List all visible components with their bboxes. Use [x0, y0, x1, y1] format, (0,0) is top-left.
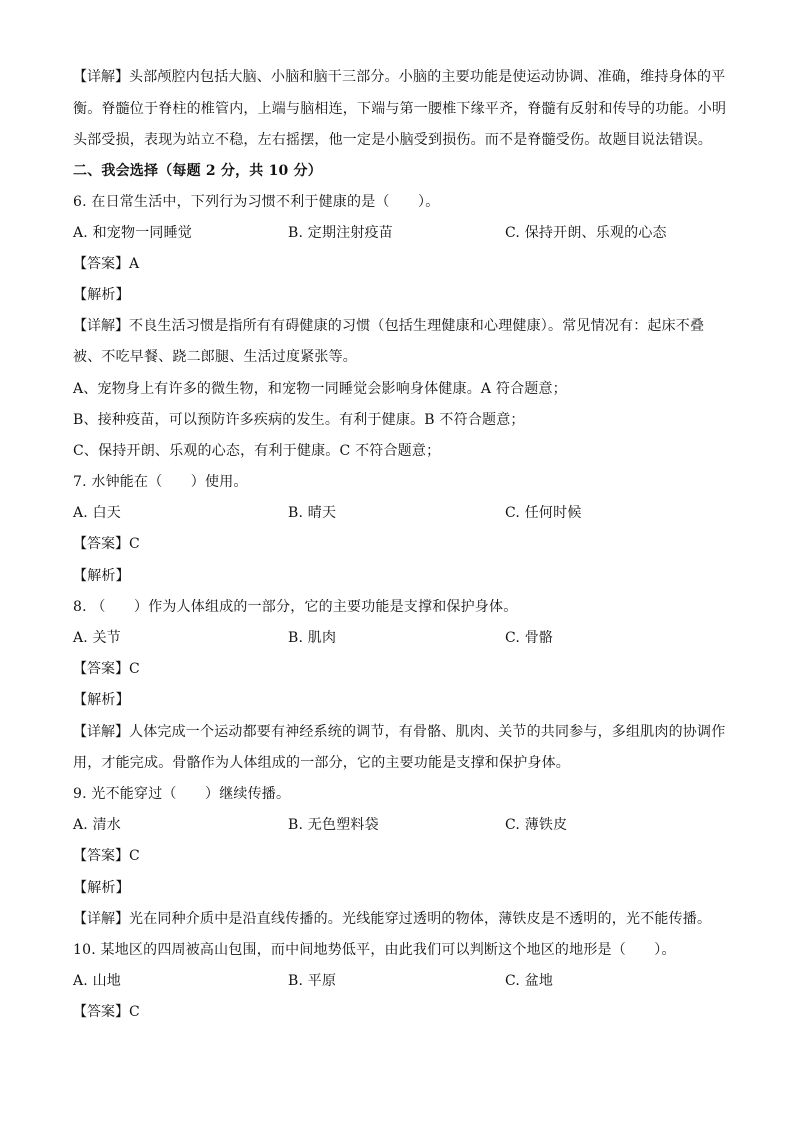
question-8-stem: 8. （ ）作为人体组成的一部分，它的主要功能是支撑和保护身体。 [73, 599, 518, 615]
detail-label: 【详解】 [73, 318, 129, 334]
question-10-option-c: C. 盆地 [505, 973, 554, 989]
question-9-analysis-label: 【解析】 [73, 880, 130, 896]
question-6-answer-value: A [129, 256, 140, 272]
question-7-stem: 7. 水钟能在（ ）使用。 [73, 474, 248, 490]
intro-line-1 [73, 67, 726, 87]
intro-line-3: 头部受损，表现为站立不稳，左右摇摆，他一定是小脑受到损伤。而不是脊髓受伤。故题目说法错误。 [73, 132, 712, 148]
question-7-option-b: B. 晴天 [288, 505, 337, 521]
question-9-answer [73, 846, 723, 866]
question-10-stem: 10. 某地区的四周被高山包围，而中间地势低平，由此我们可以判断这个地区的地形是（ ）。 [73, 942, 676, 958]
question-7-answer [73, 534, 723, 554]
question-9-detail-text-1: 光在同种介质中是沿直线传播的。光线能穿过透明的物体，薄铁皮是不透明的，光不能传播。 [129, 911, 712, 927]
question-9-stem: 9. 光不能穿过（ ）继续传播。 [73, 786, 291, 802]
question-8-answer [73, 659, 723, 679]
question-7-option-c: C. 任何时候 [505, 505, 582, 521]
question-8-option-c: C. 骨骼 [505, 630, 554, 646]
question-6-option-c: C. 保持开朗、乐观的心态 [505, 225, 667, 241]
question-9-detail-1 [73, 909, 723, 929]
question-6-analysis-label: 【解析】 [73, 287, 130, 303]
question-9-option-b: B. 无色塑料袋 [288, 817, 379, 833]
question-7-analysis-label: 【解析】 [73, 568, 130, 584]
question-8-detail-1 [73, 722, 726, 742]
question-8-option-b: B. 肌肉 [288, 630, 337, 646]
question-8-answer-value: C [129, 661, 140, 677]
question-8-detail-2: 用，才能完成。骨骼作为人体组成的一部分，它的主要功能是支撑和保护身体。 [73, 755, 570, 771]
question-9-option-c: C. 薄铁皮 [505, 817, 568, 833]
question-6-detail-4: B、接种疫苗，可以预防许多疾病的发生。有利于健康。B 不符合题意； [73, 412, 525, 428]
answer-label: 【答案】 [73, 848, 129, 864]
question-7-answer-value: C [129, 536, 140, 552]
question-10-answer [73, 1002, 723, 1022]
answer-label: 【答案】 [73, 536, 129, 552]
question-8-option-a: A. 关节 [73, 630, 122, 646]
question-6-option-a: A. 和宠物一同睡觉 [73, 225, 193, 241]
question-6-detail-5: C、保持开朗、乐观的心态，有利于健康。C 不符合题意； [73, 443, 441, 459]
intro-line-2: 衡。脊髓位于脊柱的椎管内，上端与脑相连，下端与第一腰椎下缘平齐，脊髓有反射和传导的功能。小明 [73, 101, 727, 117]
question-9-option-a: A. 清水 [73, 817, 122, 833]
detail-label: 【详解】 [73, 69, 129, 85]
detail-label: 【详解】 [73, 911, 129, 927]
answer-label: 【答案】 [73, 1004, 129, 1020]
intro-text-1: 头部颅腔内包括大脑、小脑和脑干三部分。小脑的主要功能是使运动协调、准确，维持身体的平 [129, 69, 726, 85]
question-6-detail-3: A、宠物身上有许多的微生物，和宠物一同睡觉会影响身体健康。A 符合题意； [73, 381, 567, 397]
answer-label: 【答案】 [73, 661, 129, 677]
question-9-answer-value: C [129, 848, 140, 864]
question-10-option-b: B. 平原 [288, 973, 337, 989]
answer-label: 【答案】 [73, 256, 129, 272]
detail-label: 【详解】 [73, 724, 129, 740]
question-6-detail-text-1: 不良生活习惯是指所有有碍健康的习惯（包括生理健康和心理健康）。常见情况有：起床不叠 [129, 318, 705, 334]
question-8-detail-text-1: 人体完成一个运动都要有神经系统的调节，有骨骼、肌肉、关节的共同参与，多组肌肉的协调作 [129, 724, 726, 740]
question-6-option-b: B. 定期注射疫苗 [288, 225, 393, 241]
section-heading: 二、我会选择（每题 2 分，共 10 分） [73, 163, 322, 179]
question-10-option-a: A. 山地 [73, 973, 122, 989]
question-6-detail-1 [73, 316, 723, 336]
question-6-detail-2: 被、不吃早餐、跷二郎腿、生活过度紧张等。 [73, 349, 357, 365]
question-8-analysis-label: 【解析】 [73, 692, 130, 708]
question-10-answer-value: C [129, 1004, 140, 1020]
question-7-option-a: A. 白天 [73, 505, 122, 521]
question-6-stem: 6. 在日常生活中，下列行为习惯不利于健康的是（ ）。 [73, 194, 440, 210]
question-6-answer [73, 254, 723, 274]
